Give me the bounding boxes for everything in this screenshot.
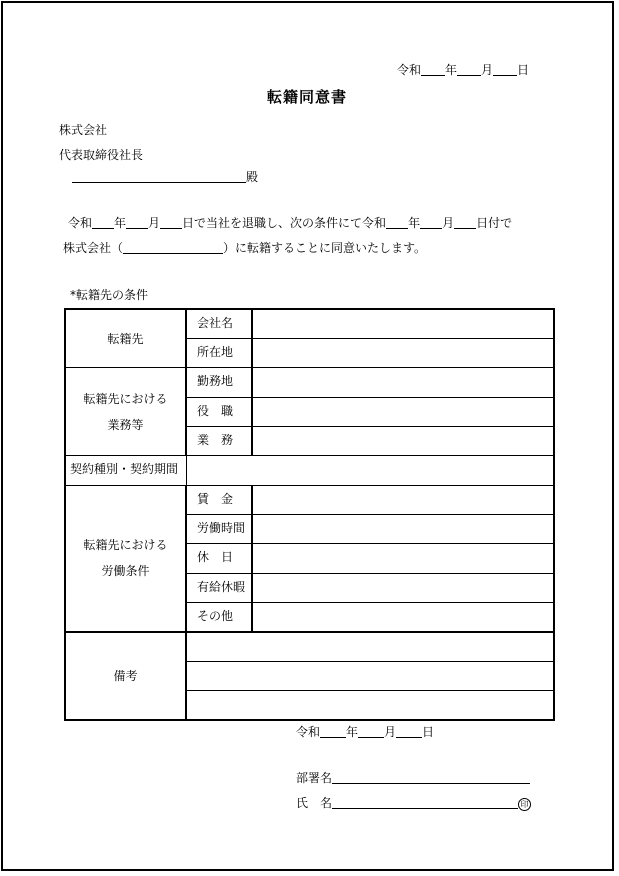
other-field[interactable] [252, 602, 554, 631]
hours-field[interactable] [252, 514, 554, 543]
footer-era: 令和 [296, 725, 321, 739]
body-company-prefix: 株式会社（ [63, 241, 124, 255]
name-line [296, 794, 531, 811]
contract-field[interactable] [186, 456, 554, 485]
date-day-blank[interactable] [493, 63, 517, 76]
dept-field[interactable] [332, 771, 530, 784]
date-day-label: 日 [517, 63, 530, 77]
remarks-header: 備考 [65, 632, 186, 720]
dept-line [296, 769, 530, 786]
addressee-position: 代表取締役社長 [59, 148, 144, 162]
name-field[interactable] [332, 796, 518, 809]
body-month-label: 月 [148, 216, 161, 230]
document-title: 転籍同意書 [267, 88, 348, 106]
holidays-field[interactable] [252, 544, 554, 573]
date-year-blank[interactable] [421, 63, 445, 76]
conditions-table [64, 308, 555, 721]
body-consent-text: ）に転籍することに同意いたします。 [223, 241, 427, 255]
addressee-company: 株式会社 [59, 123, 108, 137]
body-company-blank[interactable] [123, 241, 223, 254]
body-year2-label: 年 [408, 216, 421, 230]
remarks-field-2[interactable] [186, 661, 554, 690]
labor-header: 転籍先における 労働条件 [65, 485, 186, 632]
seal-icon: 印 [518, 798, 531, 811]
transfer-dest-header: 転籍先 [65, 309, 186, 368]
body-day-blank[interactable] [160, 216, 182, 229]
wage-field[interactable] [252, 485, 554, 514]
body-day2-blank[interactable] [454, 216, 476, 229]
remarks-field-1[interactable] [186, 632, 554, 661]
body-day2-text: 日付で [476, 216, 513, 230]
duty-field[interactable] [252, 426, 554, 455]
footer-day-label: 日 [422, 725, 435, 739]
footer-day-blank[interactable] [396, 725, 422, 738]
body-year-blank[interactable] [92, 216, 114, 229]
body-line-2 [63, 239, 426, 256]
body-line-1 [68, 214, 512, 231]
remarks-field-3[interactable] [186, 690, 554, 720]
addressee-name-blank[interactable] [72, 170, 246, 183]
paid-leave-label: 有給休暇 [186, 573, 252, 602]
footer-year-label: 年 [346, 725, 359, 739]
company-name-label: 会社名 [186, 309, 252, 338]
wage-label: 賃 金 [186, 485, 252, 514]
contract-label: 契約種別・契約期間 [65, 456, 186, 485]
footer-month-blank[interactable] [358, 725, 384, 738]
body-month2-blank[interactable] [420, 216, 442, 229]
footer-year-blank[interactable] [320, 725, 346, 738]
addressee-name-line [72, 168, 258, 185]
body-day-text: 日で当社を退職し、次の条件にて令和 [182, 216, 387, 230]
other-label: その他 [186, 602, 252, 631]
duty-label: 業 務 [186, 426, 252, 455]
body-year2-blank[interactable] [386, 216, 408, 229]
name-label: 氏 名 [296, 796, 333, 810]
date-month-blank[interactable] [457, 63, 481, 76]
role-label: 役 職 [186, 397, 252, 426]
holidays-label: 休 日 [186, 544, 252, 573]
footer-month-label: 月 [384, 725, 397, 739]
date-era: 令和 [397, 63, 422, 77]
work-place-field[interactable] [252, 368, 554, 397]
company-name-field[interactable] [252, 309, 554, 338]
header-date [397, 61, 529, 78]
location-field[interactable] [252, 338, 554, 367]
body-year-label: 年 [114, 216, 127, 230]
duties-header: 転籍先における 業務等 [65, 368, 186, 456]
footer-date [296, 723, 434, 740]
hours-label: 労働時間 [186, 514, 252, 543]
work-place-label: 勤務地 [186, 368, 252, 397]
dept-label: 部署名 [296, 771, 333, 785]
honorific: 殿 [246, 170, 259, 184]
body-month-blank[interactable] [126, 216, 148, 229]
location-label: 所在地 [186, 338, 252, 367]
date-month-label: 月 [481, 63, 494, 77]
role-field[interactable] [252, 397, 554, 426]
date-year-label: 年 [445, 63, 458, 77]
paid-leave-field[interactable] [252, 573, 554, 602]
conditions-label: *転籍先の条件 [70, 288, 149, 302]
body-month2-label: 月 [442, 216, 455, 230]
body-era: 令和 [68, 216, 93, 230]
